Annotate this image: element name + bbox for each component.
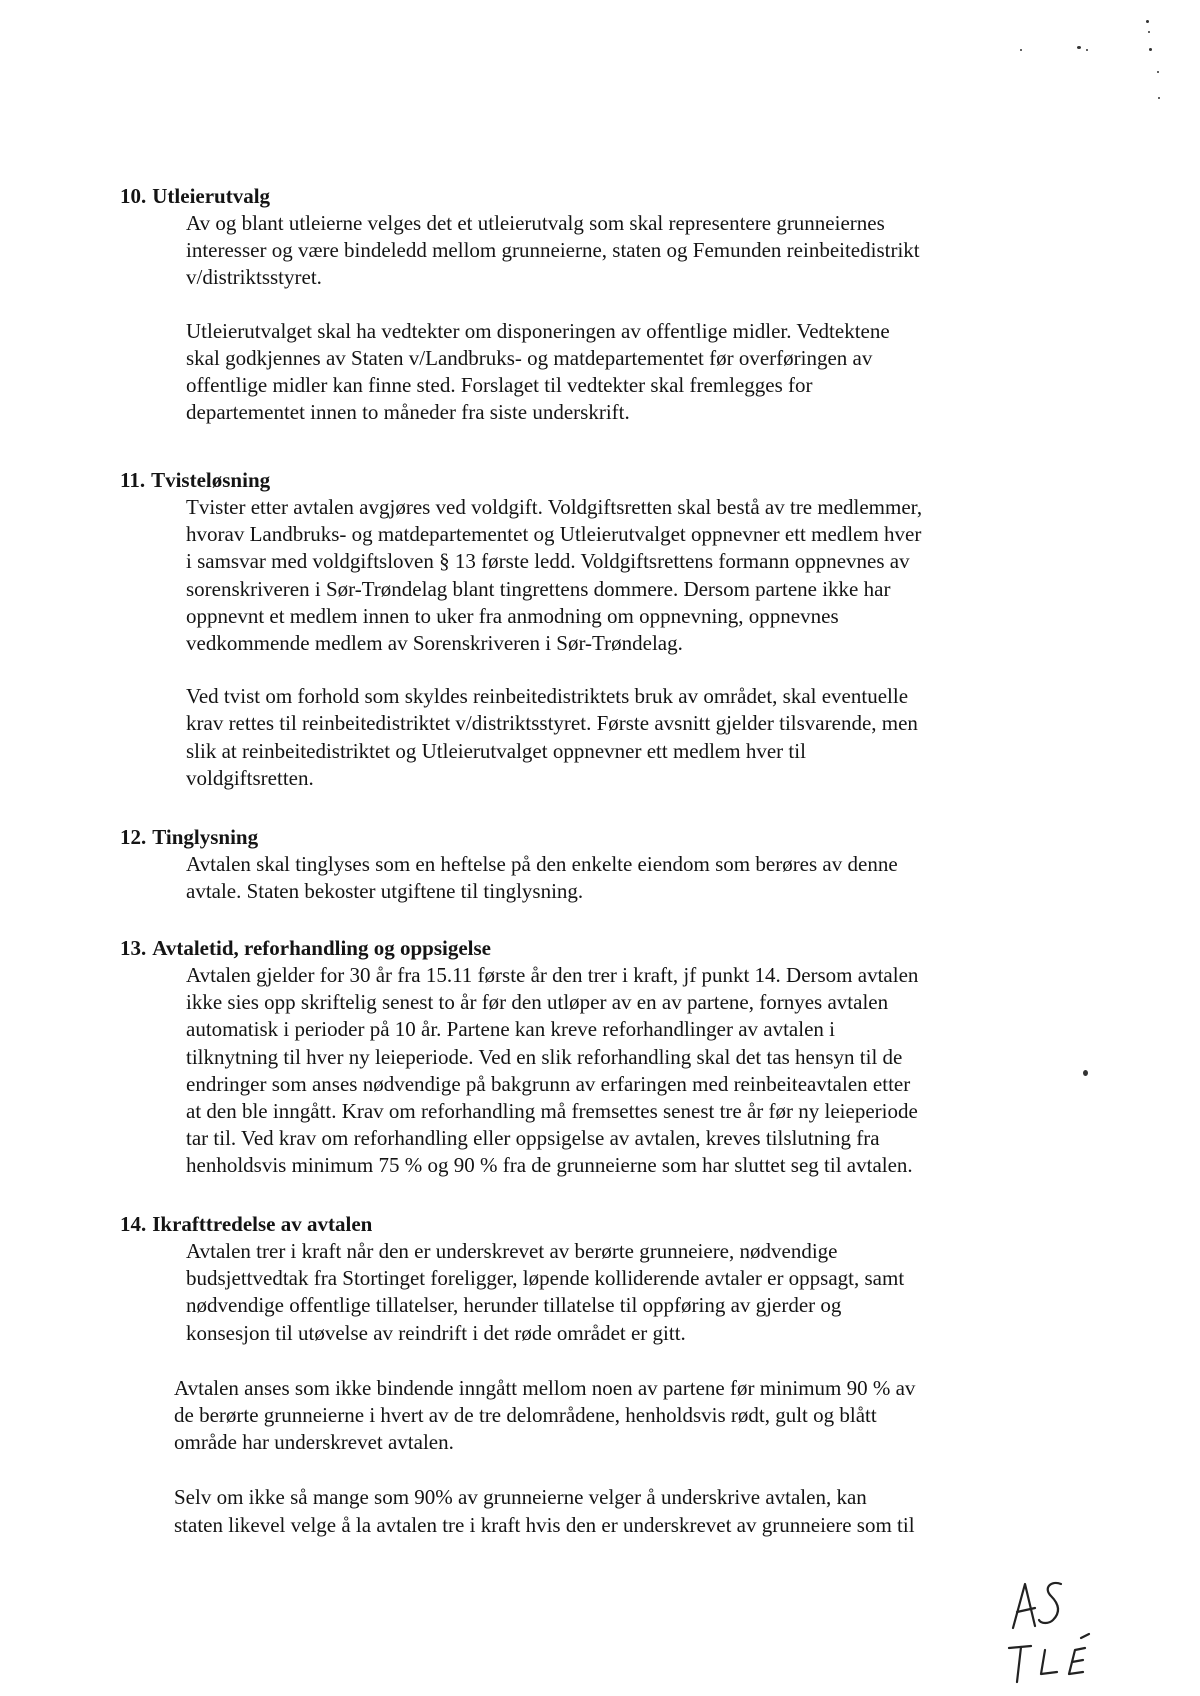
text-line: budsjettvedtak fra Stortinget foreligger, løpende kolliderende avtaler er oppsagt, samt [186, 1266, 905, 1291]
scan-speck [1157, 71, 1159, 73]
text-line: voldgiftsretten. [186, 765, 314, 790]
text-line: i samsvar med voldgiftsloven § 13 første ledd. Voldgiftsrettens formann oppnevnes av [186, 549, 910, 574]
section-body [186, 851, 1060, 905]
section-10 [120, 183, 1060, 426]
scan-speck [1020, 49, 1022, 51]
text-line: interesser og være bindeledd mellom grunneierne, staten og Femunden reinbeitedistrikt [186, 238, 920, 263]
text-line: ikke sies opp skriftelig senest to år før den utløper av en av partene, fornyes avtalen [186, 990, 889, 1015]
text-line: slik at reinbeitedistriktet og Utleierutvalget oppnevner ett medlem hver til [186, 738, 806, 763]
scan-speck [1148, 31, 1150, 33]
text-line: endringer som anses nødvendige på bakgrunn av erfaringen med reinbeiteavtalen etter [186, 1071, 911, 1096]
text-line: Ved tvist om forhold som skyldes reinbeitedistriktets bruk av området, skal eventuelle [186, 684, 909, 709]
section-heading [120, 935, 1060, 962]
paragraph [186, 318, 1060, 427]
text-line: Avtalen skal tinglyses som en heftelse på den enkelte eiendom som berøres av denne [186, 852, 898, 876]
text-line: område har underskrevet avtalen. [174, 1430, 454, 1455]
paragraph [174, 1375, 1060, 1457]
paragraph [174, 1484, 1060, 1538]
text-line: v/distriktsstyret. [186, 265, 322, 290]
text-line: avtale. Staten bekoster utgiftene til tinglysning. [186, 879, 584, 904]
section-14 [120, 1211, 1060, 1539]
paragraph [186, 683, 1060, 792]
paragraph [186, 962, 1060, 1180]
section-title: Tvisteløsning [151, 468, 271, 492]
paragraph [186, 1238, 1060, 1347]
text-line: sorenskriveren i Sør-Trøndelag blant tingrettens dommere. Dersom partene ikke har [186, 576, 891, 601]
section-heading [120, 824, 1060, 851]
text-line: departementet innen to måneder fra siste underskrift. [186, 400, 630, 425]
text-line: vedkommende medlem av Sorenskriveren i Sør-Trøndelag. [186, 631, 683, 656]
section-title: Ikrafttredelse av avtalen [152, 1212, 373, 1236]
text-line: tar til. Ved krav om reforhandling eller oppsigelse av avtalen, kreves tilslutning fra [186, 1126, 880, 1151]
section-number: 10. [120, 184, 147, 208]
text-line: Tvister etter avtalen avgjøres ved voldgift. Voldgiftsretten skal bestå av tre medlemmer, [186, 495, 923, 519]
section-number: 13. [120, 936, 147, 960]
section-body [186, 210, 1060, 426]
paragraph [186, 210, 1060, 292]
scan-speck [1146, 20, 1149, 23]
section-number: 11. [120, 468, 146, 492]
section-body [174, 1238, 1060, 1539]
section-11 [120, 467, 1060, 792]
text-line: Avtalen trer i kraft når den er underskrevet av berørte grunneiere, nødvendige [186, 1239, 838, 1263]
text-line: tilknytning til hver ny leieperiode. Ved en slik reforhandling skal det tas hensyn til de [186, 1044, 903, 1069]
paragraph [186, 494, 1060, 657]
text-line: hvorav Landbruks- og matdepartementet og Utleierutvalget oppnevner ett medlem hver [186, 522, 922, 547]
text-line: krav rettes til reinbeitedistriktet v/distriktsstyret. Første avsnitt gjelder tilsvarende, men [186, 711, 918, 736]
text-line: nødvendige offentlige tillatelser, herunder tillatelse til oppføring av gjerder og [186, 1293, 842, 1318]
scan-speck [1077, 46, 1081, 49]
text-line: offentlige midler kan finne sted. Forslaget til vedtekter skal fremlegges for [186, 373, 813, 398]
text-line: Avtalen anses som ikke bindende inngått mellom noen av partene før minimum 90 % av [174, 1375, 916, 1400]
text-line: henholdsvis minimum 75 % og 90 % fra de grunneierne som har sluttet seg til avtalen. [186, 1153, 913, 1178]
text-line: de berørte grunneierne i hvert av de tre delområdene, henholdsvis rødt, gult og blått [174, 1403, 877, 1428]
text-line: staten likevel velge å la avtalen tre i kraft hvis den er underskrevet av grunneiere som til [174, 1512, 915, 1537]
scan-speck [1086, 49, 1088, 51]
text-line: Av og blant utleierne velges det et utleierutvalg som skal representere grunneiernes [186, 211, 885, 235]
text-line: konsesjon til utøvelse av reindrift i det røde området er gitt. [186, 1320, 686, 1345]
section-body [186, 494, 1060, 792]
text-line: Selv om ikke så mange som 90% av grunneierne velger å underskrive avtalen, kan [174, 1485, 867, 1510]
section-number: 14. [120, 1212, 147, 1236]
scan-speck [1083, 1070, 1088, 1076]
paragraph [186, 851, 1060, 905]
text-line: Utleierutvalget skal ha vedtekter om disponeringen av offentlige midler. Vedtektene [186, 318, 890, 343]
section-number: 12. [120, 825, 147, 849]
section-heading [120, 1211, 1060, 1238]
handwritten-initials [995, 1570, 1105, 1685]
section-title: Tinglysning [152, 825, 259, 849]
text-line: at den ble inngått. Krav om reforhandling må fremsettes senest tre år før ny leieperiode [186, 1099, 918, 1124]
text-line: skal godkjennes av Staten v/Landbruks- og matdepartementet før overføringen av [186, 345, 873, 370]
text-line: Avtalen gjelder for 30 år fra 15.11 første år den trer i kraft, jf punkt 14. Dersom avtalen [186, 963, 919, 987]
section-title: Utleierutvalg [152, 184, 271, 208]
scan-speck [1158, 97, 1160, 99]
section-13 [120, 935, 1060, 1180]
text-line: oppnevnt et medlem innen to uker fra anmodning om oppnevning, oppnevnes [186, 603, 839, 628]
section-body [186, 962, 1060, 1180]
section-title: Avtaletid, reforhandling og oppsigelse [152, 936, 491, 960]
text-line: automatisk i perioder på 10 år. Partene kan kreve reforhandlinger av avtalen i [186, 1017, 835, 1042]
scan-speck [1149, 48, 1152, 51]
section-heading [120, 467, 1060, 494]
section-12 [120, 824, 1060, 905]
section-heading [120, 183, 1060, 210]
